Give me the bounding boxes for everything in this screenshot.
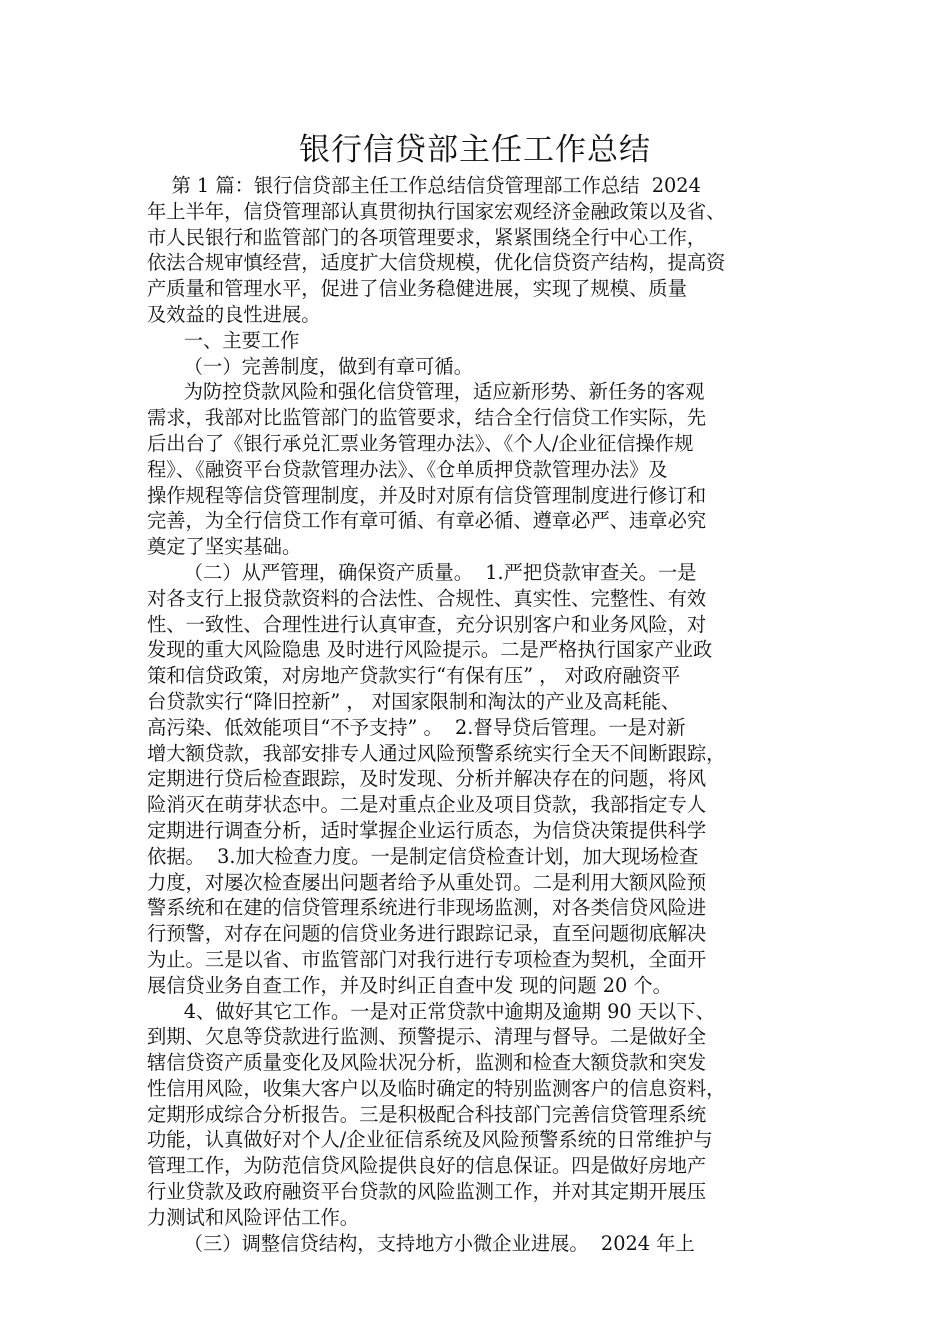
text-line: 险消灭在萌芽状态中。二是对重点企业及项目贷款，我部指定专人	[147, 793, 707, 817]
text-line: 定期形成综合分析报告。三是积极配合科技部门完善信贷管理系统	[147, 1102, 707, 1126]
text-line: 性信用风险，收集大客户以及临时确定的特别监测客户的信息资料，	[147, 1076, 726, 1100]
text-line: 展信贷业务自查工作，并及时纠正自查中发 现的问题 20 个。	[147, 973, 672, 997]
text-line: 行预警，对存在问题的信贷业务进行跟踪记录，直至问题彻底解决	[147, 922, 707, 946]
text-line: 4、做好其它工作。一是对正常贷款中逾期及逾期 90 天以下、	[147, 999, 715, 1023]
text-line: 对各支行上报贷款资料的合法性、合规性、真实性、完整性、有效	[147, 586, 707, 610]
text-line: 年上半年，信贷管理部认真贯彻执行国家宏观经济金融政策以及省、	[147, 199, 726, 223]
text-line: 完善，为全行信贷工作有章可循、有章必循、遵章必严、违章必究	[147, 509, 707, 533]
text-line: 力测试和风险评估工作。	[147, 1205, 360, 1229]
text-line: 一、主要工作	[147, 328, 300, 352]
text-line: 操作规程等信贷管理制度，并及时对原有信贷管理制度进行修订和	[147, 483, 707, 507]
text-line: 为防控贷款风险和强化信贷管理，适应新形势、新任务的客观	[147, 380, 705, 404]
text-line: 增大额贷款，我部安排专人通过风险预警系统实行全天不间断跟踪，	[147, 741, 726, 765]
text-line: 警系统和在建的信贷管理系统进行非现场监测，对各类信贷风险进	[147, 896, 707, 920]
text-line: 到期、欠息等贷款进行监测、预警提示、清理与督导。二是做好全	[147, 1025, 707, 1049]
document-body	[147, 173, 812, 1256]
text-line: 力度，对屡次检查屡出问题者给予从重处罚。二是利用大额风险预	[147, 870, 707, 894]
text-line: 性、一致性、合理性进行认真审查，充分识别客户和业务风险，对	[147, 612, 707, 636]
text-line: 台贷款实行“降旧控新” ， 对国家限制和淘汰的产业及高耗能、	[147, 689, 681, 713]
text-line: 及效益的良性进展。	[147, 302, 321, 326]
text-line: 程》、《融资平台贷款管理办法》、《仓单质押贷款管理办法》及	[147, 457, 668, 481]
text-line: （三）调整信贷结构，支持地方小微企业进展。 2024 年上	[147, 1231, 695, 1255]
text-line: 定期进行贷后检查跟踪，及时发现、分析并解决存在的问题，将风	[147, 767, 707, 791]
document-title: 银行信贷部主任工作总结	[299, 132, 651, 168]
text-line: （二）从严管理，确保资产质量。 1.严把贷款审查关。一是	[147, 560, 697, 584]
text-line: 第 1 篇：银行信贷部主任工作总结信贷管理部工作总结 2024	[147, 174, 701, 197]
text-line: 依据。 3.加大检查力度。一是制定信贷检查计划，加大现场检查	[147, 844, 699, 868]
text-line: （一）完善制度，做到有章可循。	[147, 354, 473, 378]
text-line: 奠定了坚实基础。	[147, 535, 302, 559]
text-line: 发现的重大风险隐患 及时进行风险提示。二是严格执行国家产业政	[147, 638, 713, 662]
text-line: 行业贷款及政府融资平台贷款的风险监测工作，并对其定期开展压	[147, 1180, 707, 1204]
text-line: 管理工作，为防范信贷风险提供良好的信息保证。四是做好房地产	[147, 1154, 707, 1178]
text-line: 辖信贷资产质量变化及风险状况分析，监测和检查大额贷款和突发	[147, 1051, 707, 1075]
text-line: 后出台了《银行承兑汇票业务管理办法》、《个人/企业征信操作规	[147, 431, 694, 455]
text-line: 高污染、低效能项目“不予支持” 。 2.督导贷后管理。一是对新	[147, 715, 686, 739]
text-line: 市人民银行和监管部门的各项管理要求，紧紧围绕全行中心工作，	[147, 225, 707, 249]
text-line: 功能，认真做好对个人/企业征信系统及风险预警系统的日常维护与	[147, 1128, 713, 1152]
text-line: 产质量和管理水平，促进了信业务稳健进展，实现了规模、质量	[147, 277, 687, 301]
text-line: 为止。三是以省、市监管部门对我行进行专项检查为契机，全面开	[147, 947, 707, 971]
text-line: 策和信贷政策，对房地产贷款实行“有保有压” ， 对政府融资平	[147, 664, 681, 688]
text-line: 定期进行调查分析，适时掌握企业运行质态，为信贷决策提供科学	[147, 818, 707, 842]
text-line: 依法合规审慎经营，适度扩大信贷规模，优化信贷资产结构，提高资	[147, 251, 726, 275]
text-line: 需求，我部对比监管部门的监管要求，结合全行信贷工作实际，先	[147, 406, 707, 430]
